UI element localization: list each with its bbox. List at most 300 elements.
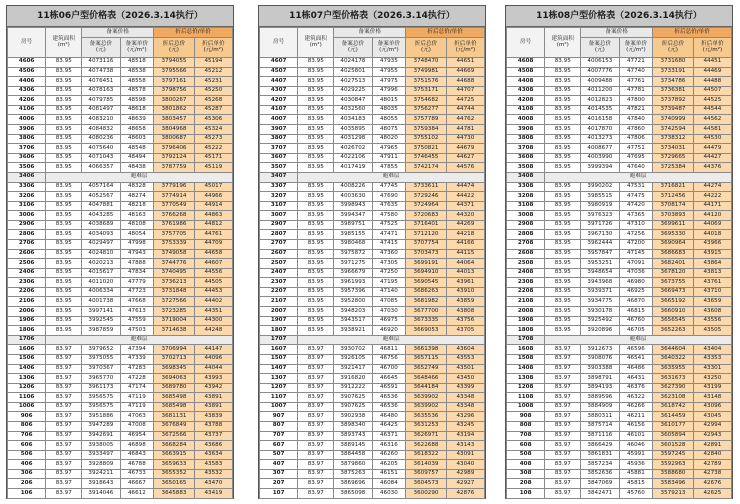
- filing-unit: 47840: [619, 115, 653, 125]
- room-number: 4506: [8, 67, 46, 77]
- table-row: [260, 105, 485, 115]
- filing-unit: 46975: [372, 316, 406, 326]
- discount-unit: 44562: [693, 115, 731, 125]
- room-number: 1606: [8, 345, 46, 355]
- discount-total: 3761986: [154, 220, 195, 230]
- area: 83.95: [298, 182, 334, 192]
- filing-total: 3965770: [82, 374, 120, 384]
- area: 83.95: [545, 96, 581, 106]
- group-filing-price: 备案价格: [334, 28, 406, 38]
- filing-total: 3938921: [334, 326, 372, 336]
- room-number: 3807: [260, 134, 298, 144]
- filing-total: 3857234: [581, 460, 619, 470]
- room-number: 2306: [8, 278, 46, 288]
- discount-total: 3733611: [406, 182, 447, 192]
- filing-unit: 47640: [619, 163, 653, 173]
- col-filing-unit: 备案单价 (元/m²): [619, 38, 653, 58]
- filing-unit: 47339: [120, 354, 154, 364]
- discount-total: 3795566: [154, 67, 195, 77]
- filing-unit: 47740: [619, 67, 653, 77]
- discount-total: 3748470: [406, 58, 447, 68]
- room-number: 1408: [507, 364, 545, 374]
- discount-unit: 43040: [446, 460, 484, 470]
- room-number: 4008: [507, 115, 545, 125]
- filing-total: 4027513: [334, 77, 372, 87]
- filing-total: 3987859: [82, 326, 120, 336]
- discount-total: 3770549: [154, 201, 195, 211]
- area: 83.95: [46, 297, 82, 307]
- table-row: [507, 374, 732, 384]
- table-row: [507, 77, 732, 87]
- filing-unit: 47955: [372, 67, 406, 77]
- discount-total: 3804968: [154, 125, 195, 135]
- room-number: 2506: [8, 259, 46, 269]
- discount-total: 3618322: [406, 450, 447, 460]
- discount-total: 3677700: [406, 307, 447, 317]
- filing-total: 3916820: [334, 374, 372, 384]
- table-body: [8, 58, 233, 499]
- discount-unit: 42738: [693, 469, 731, 479]
- discount-unit: 43045: [693, 412, 731, 422]
- room-number: 906: [8, 412, 46, 422]
- area: 83.95: [545, 211, 581, 221]
- area: 83.97: [298, 431, 334, 441]
- discount-unit: 43839: [194, 412, 232, 422]
- table-row: [8, 153, 233, 163]
- area: 83.95: [545, 220, 581, 230]
- filing-total: 3951886: [82, 412, 120, 422]
- filing-unit: 46536: [372, 393, 406, 403]
- room-number: 908: [507, 412, 545, 422]
- room-number: 1007: [260, 402, 298, 412]
- room-number: 1806: [8, 326, 46, 336]
- area: 83.97: [298, 364, 334, 374]
- area: 83.97: [545, 469, 581, 479]
- room-number: 2108: [507, 297, 545, 307]
- filing-total: 4011020: [82, 278, 120, 288]
- discount-total: 3609757: [406, 469, 447, 479]
- area: 83.97: [545, 345, 581, 355]
- area: 83.97: [298, 393, 334, 403]
- area: 83.95: [46, 115, 82, 125]
- table-row: [8, 479, 233, 489]
- filing-unit: 46920: [372, 326, 406, 336]
- filing-total: 3880311: [581, 412, 619, 422]
- area: 83.95: [298, 77, 334, 87]
- filing-total: 3898340: [334, 421, 372, 431]
- room-number: 1407: [260, 364, 298, 374]
- table-row: [507, 278, 732, 288]
- filing-total: 4015617: [82, 268, 120, 278]
- room-number: 3308: [507, 182, 545, 192]
- filing-total: 4016158: [581, 115, 619, 125]
- area: 83.95: [545, 316, 581, 326]
- table-row: [260, 249, 485, 259]
- filing-unit: 46591: [372, 383, 406, 393]
- filing-total: 4006334: [82, 287, 120, 297]
- filing-unit: 46322: [619, 393, 653, 403]
- area: 83.95: [46, 230, 82, 240]
- filing-total: 3907625: [334, 402, 372, 412]
- filing-total: 4013273: [581, 134, 619, 144]
- area: 83.97: [46, 450, 82, 460]
- table-row: [260, 182, 485, 192]
- table-row: [507, 163, 732, 173]
- discount-total: 3703473: [406, 249, 447, 259]
- discount-total: 3746455: [406, 153, 447, 163]
- discount-total: 3614459: [653, 412, 694, 422]
- filing-unit: 46898: [120, 441, 154, 451]
- room-number: 4206: [8, 96, 46, 106]
- area: 83.95: [46, 105, 82, 115]
- filing-total: 4083210: [82, 115, 120, 125]
- room-number: 4606: [8, 58, 46, 68]
- table-row: [507, 153, 732, 163]
- table-row: [507, 450, 732, 460]
- area: 83.97: [545, 393, 581, 403]
- discount-total: 3614039: [406, 460, 447, 470]
- table-row: [8, 182, 233, 192]
- discount-unit: 44171: [693, 201, 731, 211]
- discount-unit: 44147: [194, 345, 232, 355]
- table-row: [8, 431, 233, 441]
- table-row: [8, 326, 233, 336]
- discount-total: 3737892: [653, 96, 694, 106]
- discount-unit: 44658: [194, 249, 232, 259]
- filing-unit: 46815: [619, 307, 653, 317]
- filing-unit: 47800: [619, 96, 653, 106]
- room-number: 2406: [8, 268, 46, 278]
- discount-total: 3699611: [653, 220, 694, 230]
- discount-total: 3676849: [154, 421, 195, 431]
- discount-total: 3639902: [406, 393, 447, 403]
- area: 83.95: [298, 220, 334, 230]
- discount-unit: 44525: [693, 96, 731, 106]
- room-number: 1508: [507, 354, 545, 364]
- filing-total: 4006153: [581, 58, 619, 68]
- discount-total: 3660910: [653, 307, 694, 317]
- area: 83.97: [46, 469, 82, 479]
- room-number: 3507: [260, 163, 298, 173]
- discount-unit: 43470: [194, 479, 232, 489]
- col-discount-total: 折后总价 (元): [406, 38, 447, 58]
- discount-total: 3640322: [653, 354, 694, 364]
- discount-total: 3756277: [406, 105, 447, 115]
- room-number: 2608: [507, 249, 545, 259]
- room-number: 4107: [260, 105, 298, 115]
- discount-unit: 43910: [446, 287, 484, 297]
- table-row: [507, 287, 732, 297]
- area: 83.97: [298, 354, 334, 364]
- filing-unit: 46536: [372, 402, 406, 412]
- area: 83.97: [545, 479, 581, 489]
- room-number: 3306: [8, 182, 46, 192]
- table-row: [8, 230, 233, 240]
- filing-unit: 46205: [372, 460, 406, 470]
- filing-total: 4022106: [334, 153, 372, 163]
- room-number: 1607: [260, 345, 298, 355]
- filing-unit: 48538: [120, 67, 154, 77]
- table-row: [8, 345, 233, 355]
- filing-unit: 46541: [619, 354, 653, 364]
- room-number: 3108: [507, 201, 545, 211]
- filing-total: 3989751: [334, 220, 372, 230]
- filing-total: 3925492: [581, 316, 619, 326]
- col-discount-unit: 折后单价 (元/m²): [693, 38, 731, 58]
- table-row: [8, 125, 233, 135]
- discount-total: 3699191: [406, 259, 447, 269]
- room-number: 4006: [8, 115, 46, 125]
- area: 83.95: [298, 96, 334, 106]
- discount-unit: 43450: [446, 374, 484, 384]
- filing-total: 3979652: [82, 345, 120, 355]
- col-discount-total: 折后总价 (元): [653, 38, 694, 58]
- area: 83.95: [298, 192, 334, 202]
- filing-unit: 47091: [619, 259, 653, 269]
- table-row: [260, 192, 485, 202]
- room-number: 3107: [260, 201, 298, 211]
- room-number: 506: [8, 450, 46, 460]
- area: 83.97: [298, 374, 334, 384]
- area: 83.95: [298, 163, 334, 173]
- filing-unit: 48558: [120, 77, 154, 87]
- discount-unit: 44863: [194, 211, 232, 221]
- filing-unit: 47855: [372, 163, 406, 173]
- discount-unit: 44576: [446, 163, 484, 173]
- filing-unit: 46612: [120, 489, 154, 499]
- filing-total: 3980468: [334, 239, 372, 249]
- table-row: [8, 96, 233, 106]
- area: 83.95: [46, 182, 82, 192]
- discount-unit: 43756: [446, 316, 484, 326]
- table-row: [260, 469, 485, 479]
- discount-unit: 44269: [446, 220, 484, 230]
- room-number: 2906: [8, 220, 46, 230]
- filing-total: 4073116: [82, 58, 120, 68]
- table-row: [507, 86, 732, 96]
- discount-unit: 44627: [446, 153, 484, 163]
- discount-unit: 42625: [693, 489, 731, 499]
- filing-total: 4031298: [334, 134, 372, 144]
- discount-total: 3588680: [653, 469, 694, 479]
- filing-unit: 48578: [120, 86, 154, 96]
- table-row: [507, 115, 732, 125]
- discount-unit: 44762: [446, 115, 484, 125]
- filing-unit: 47228: [120, 374, 154, 384]
- col-discount-unit: 折后单价 (元/m²): [446, 38, 484, 58]
- filing-total: 4014535: [581, 105, 619, 115]
- area: 83.95: [46, 67, 82, 77]
- filing-unit: 47063: [120, 412, 154, 422]
- table-row: [8, 163, 233, 173]
- filing-total: 3866429: [581, 441, 619, 451]
- discount-total: 3787759: [154, 163, 195, 173]
- area: 83.95: [298, 287, 334, 297]
- room-number: 1906: [8, 316, 46, 326]
- filing-unit: 47888: [120, 259, 154, 269]
- room-number: 2907: [260, 220, 298, 230]
- room-number: 608: [507, 441, 545, 451]
- discount-total: 3731680: [653, 58, 694, 68]
- room-number: 3207: [260, 192, 298, 202]
- room-number: 2708: [507, 239, 545, 249]
- area: 83.95: [298, 278, 334, 288]
- discount-unit: 44709: [194, 239, 232, 249]
- area: 83.95: [545, 287, 581, 297]
- area: 83.97: [298, 489, 334, 499]
- room-number: 1808: [507, 326, 545, 336]
- discount-total: 3744776: [154, 259, 195, 269]
- table-row: [507, 125, 732, 135]
- filing-total: 4008677: [581, 144, 619, 154]
- discount-unit: 45324: [194, 125, 232, 135]
- area: 83.95: [545, 58, 581, 68]
- area: 83.97: [545, 489, 581, 499]
- room-number: 4207: [260, 96, 298, 106]
- filing-unit: 48035: [372, 105, 406, 115]
- refuge-floor-label: 避难层: [545, 172, 732, 182]
- room-number: 1708: [507, 335, 545, 345]
- area: 83.95: [545, 259, 581, 269]
- discount-unit: 44300: [194, 316, 232, 326]
- room-number: 106: [8, 489, 46, 499]
- discount-unit: 43891: [194, 402, 232, 412]
- discount-total: 3724964: [406, 201, 447, 211]
- area: 83.95: [298, 201, 334, 211]
- filing-total: 4003990: [581, 153, 619, 163]
- filing-total: 3907625: [334, 393, 372, 403]
- table-row: [260, 153, 485, 163]
- area: 83.95: [46, 307, 82, 317]
- filing-total: 4007776: [581, 67, 619, 77]
- discount-unit: 43353: [693, 354, 731, 364]
- discount-unit: 43864: [693, 259, 731, 269]
- discount-unit: 44688: [446, 77, 484, 87]
- table-row: [260, 86, 485, 96]
- table-row: [507, 316, 732, 326]
- room-number: 4306: [8, 86, 46, 96]
- filing-total: 4012823: [581, 96, 619, 106]
- area: 83.95: [298, 326, 334, 336]
- discount-unit: 44651: [446, 58, 484, 68]
- filing-total: 3865098: [334, 489, 372, 499]
- discount-total: 3774914: [154, 192, 195, 202]
- table-row: [260, 421, 485, 431]
- table-row: [8, 489, 233, 499]
- filing-total: 4029497: [82, 239, 120, 249]
- room-number: 308: [507, 469, 545, 479]
- discount-unit: 43532: [194, 469, 232, 479]
- table-header: [260, 28, 485, 58]
- discount-unit: 43348: [446, 402, 484, 412]
- filing-unit: 47525: [372, 220, 406, 230]
- col-filing-unit: 备案单价 (元/m²): [372, 38, 406, 58]
- discount-total: 3725384: [653, 163, 694, 173]
- table-row: [8, 307, 233, 317]
- filing-unit: 45760: [619, 489, 653, 499]
- discount-total: 3801862: [154, 105, 195, 115]
- discount-total: 3708174: [653, 201, 694, 211]
- discount-unit: 44730: [446, 134, 484, 144]
- room-number: 3006: [8, 211, 46, 221]
- discount-unit: 43659: [693, 297, 731, 307]
- table-row: [260, 441, 485, 451]
- filing-total: 4057164: [82, 182, 120, 192]
- discount-total: 3623108: [653, 393, 694, 403]
- discount-total: 3750821: [406, 144, 447, 154]
- room-number: 2107: [260, 297, 298, 307]
- discount-unit: 43245: [446, 421, 484, 431]
- room-number: 1506: [8, 354, 46, 364]
- filing-unit: 46211: [619, 412, 653, 422]
- table-row: [260, 96, 485, 106]
- area: 83.95: [298, 86, 334, 96]
- refuge-floor-label: 避难层: [46, 172, 233, 182]
- col-filing-unit: 备案单价 (元/m²): [120, 38, 154, 58]
- col-filing-total: 备案总价 (元): [82, 38, 120, 58]
- discount-unit: 44479: [693, 144, 731, 154]
- room-number: 1006: [8, 402, 46, 412]
- filing-unit: 46705: [619, 326, 653, 336]
- filing-unit: 47975: [372, 77, 406, 87]
- table-row: [260, 201, 485, 211]
- discount-total: 3749058: [154, 249, 195, 259]
- discount-unit: 43143: [446, 441, 484, 451]
- table-row: [8, 86, 233, 96]
- discount-total: 3706994: [154, 345, 195, 355]
- filing-unit: 46156: [619, 421, 653, 431]
- discount-unit: 42876: [446, 489, 484, 499]
- discount-total: 3681131: [154, 412, 195, 422]
- filing-total: 4078163: [82, 86, 120, 96]
- table-row: [507, 412, 732, 422]
- discount-unit: 43634: [194, 450, 232, 460]
- discount-total: 3729665: [653, 153, 694, 163]
- discount-unit: 44451: [693, 58, 731, 68]
- discount-unit: 43148: [693, 393, 731, 403]
- area: 83.95: [545, 67, 581, 77]
- filing-unit: 47761: [619, 77, 653, 87]
- area: 83.95: [545, 249, 581, 259]
- discount-unit: 43583: [194, 460, 232, 470]
- area: 83.95: [298, 105, 334, 115]
- discount-total: 3729246: [406, 192, 447, 202]
- filing-total: 3869696: [334, 479, 372, 489]
- filing-unit: 48438: [120, 163, 154, 173]
- discount-total: 3690964: [653, 239, 694, 249]
- area: 83.95: [46, 125, 82, 135]
- room-number: 207: [260, 479, 298, 489]
- area: 83.95: [545, 182, 581, 192]
- discount-total: 3720683: [406, 211, 447, 221]
- discount-unit: 43553: [446, 354, 484, 364]
- discount-total: 3734786: [653, 77, 694, 87]
- table-row: [260, 268, 485, 278]
- discount-total: 3592963: [653, 460, 694, 470]
- area: 83.97: [46, 354, 82, 364]
- discount-unit: 43404: [693, 345, 731, 355]
- table-row: [507, 402, 732, 412]
- area: 83.97: [298, 345, 334, 355]
- discount-total: 3740999: [653, 115, 694, 125]
- filing-unit: 46596: [619, 345, 653, 355]
- filing-unit: 48054: [120, 230, 154, 240]
- room-number: 4108: [507, 105, 545, 115]
- filing-total: 3884458: [334, 450, 372, 460]
- header-row-1: [507, 28, 732, 38]
- filing-total: 3921417: [334, 364, 372, 374]
- filing-total: 4075640: [82, 144, 120, 154]
